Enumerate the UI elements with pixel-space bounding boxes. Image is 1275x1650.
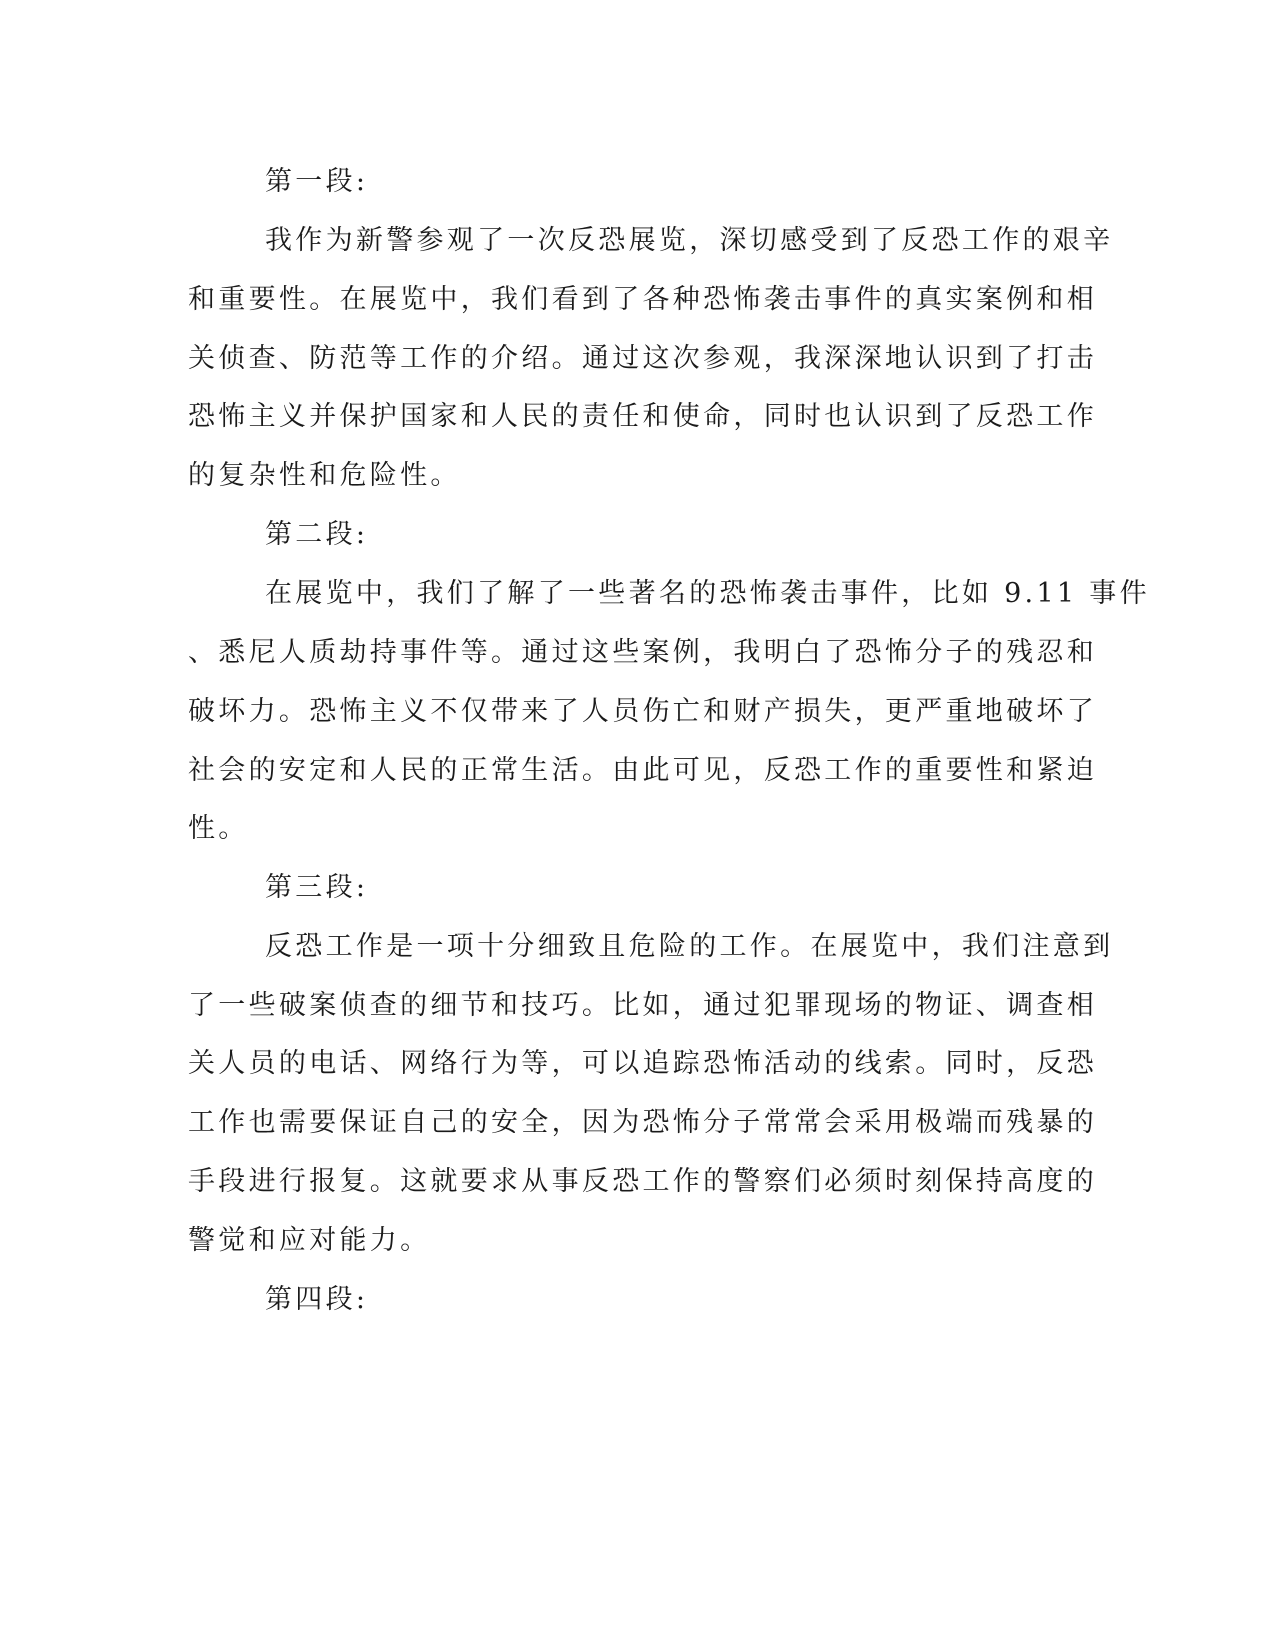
section-2-line-2: 、悉尼人质劫持事件等。通过这些案例，我明白了恐怖分子的残忍和 — [188, 637, 1097, 668]
section-1-line-3: 关侦查、防范等工作的介绍。通过这次参观，我深深地认识到了打击 — [188, 343, 1097, 374]
section-2-heading: 第二段: — [265, 519, 369, 550]
section-1-line-2: 和重要性。在展览中，我们看到了各种恐怖袭击事件的真实案例和相 — [188, 284, 1097, 315]
section-3-line-4: 工作也需要保证自己的安全，因为恐怖分子常常会采用极端而残暴的 — [188, 1107, 1097, 1138]
section-1-heading: 第一段: — [265, 166, 369, 197]
section-2-line-1: 在展览中，我们了解了一些著名的恐怖袭击事件，比如 9.11 事件 — [265, 578, 1150, 609]
section-3-line-6: 警觉和应对能力。 — [188, 1225, 431, 1256]
section-3-line-2: 了一些破案侦查的细节和技巧。比如，通过犯罪现场的物证、调查相 — [188, 990, 1097, 1021]
section-3-heading: 第三段: — [265, 872, 369, 903]
section-1-line-4: 恐怖主义并保护国家和人民的责任和使命，同时也认识到了反恐工作 — [188, 401, 1097, 432]
section-2-line-5: 性。 — [188, 813, 249, 844]
section-4-heading: 第四段: — [265, 1284, 369, 1315]
section-2-line-4: 社会的安定和人民的正常生活。由此可见，反恐工作的重要性和紧迫 — [188, 755, 1097, 786]
section-3-line-5: 手段进行报复。这就要求从事反恐工作的警察们必须时刻保持高度的 — [188, 1166, 1097, 1197]
section-1-line-1: 我作为新警参观了一次反恐展览，深切感受到了反恐工作的艰辛 — [265, 225, 1114, 256]
section-3-line-3: 关人员的电话、网络行为等，可以追踪恐怖活动的线索。同时，反恐 — [188, 1048, 1097, 1079]
section-3-line-1: 反恐工作是一项十分细致且危险的工作。在展览中，我们注意到 — [265, 931, 1114, 962]
section-2-line-3: 破坏力。恐怖主义不仅带来了人员伤亡和财产损失，更严重地破坏了 — [188, 696, 1097, 727]
section-1-line-5: 的复杂性和危险性。 — [188, 460, 461, 491]
